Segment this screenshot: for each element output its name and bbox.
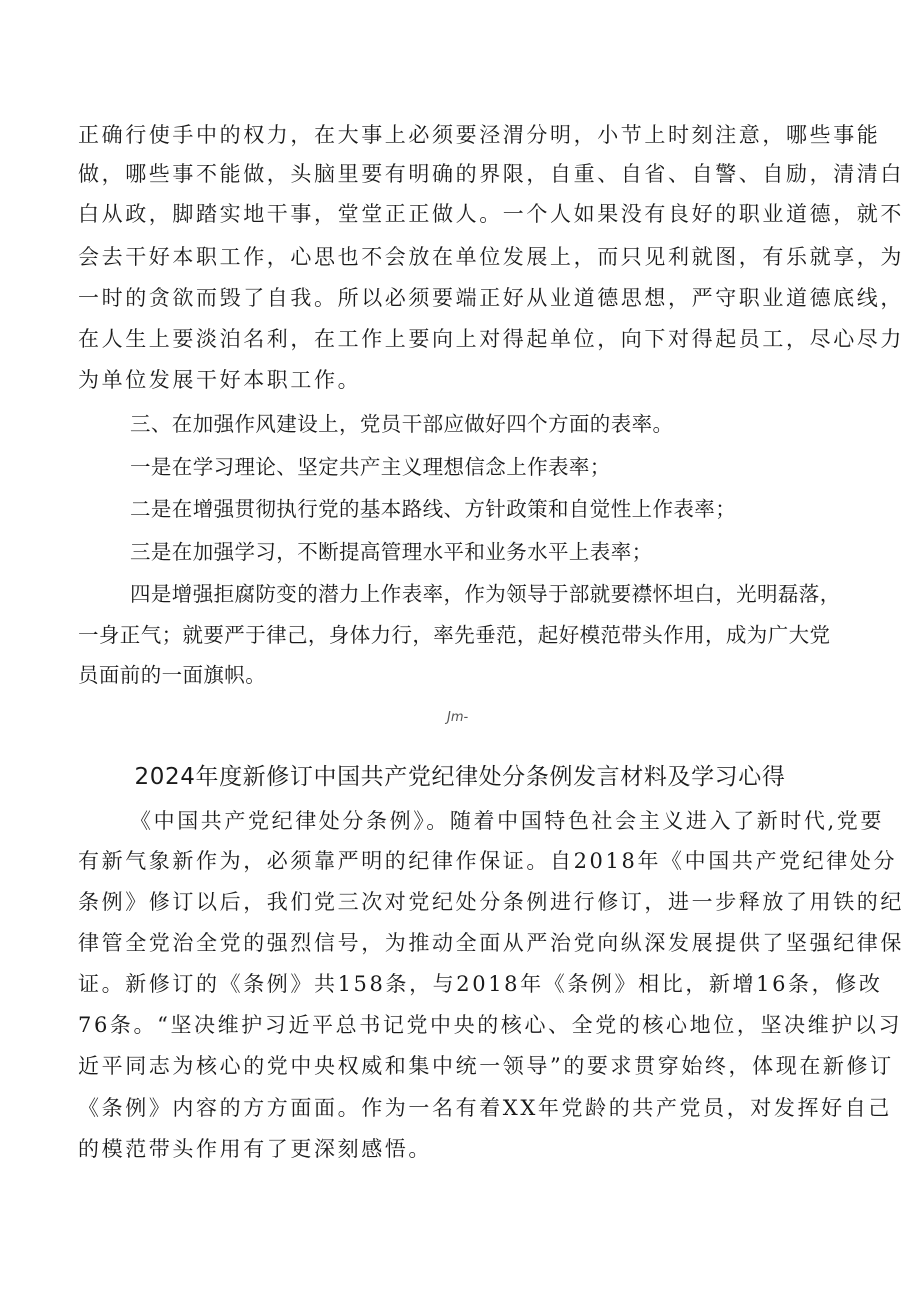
- list-item: 二是在增强贯彻执行党的基本路线、方针政策和自觉性上作表率；: [130, 497, 737, 521]
- text-line: 一时的贪欲而毁了自我。所以必须要端正好从业道德思想，严守职业道德底线，: [78, 286, 904, 310]
- text-line: 76条。“坚决维护习近平总书记党中央的核心、全党的核心地位，坚决维护以习: [78, 1013, 903, 1037]
- text-line: 白从政，脚踏实地干事，堂堂正正做人。一个人如果没有良好的职业道德，就不: [78, 202, 904, 226]
- list-item: 一是在学习理论、坚定共产主义理想信念上作表率；: [130, 455, 611, 479]
- text-line: 《中国共产党纪律处分条例》。随着中国特色社会主义进入了新时代,党要: [130, 809, 884, 833]
- text-line: 的模范带头作用有了更深刻感悟。: [78, 1137, 432, 1161]
- list-item: 三是在加强学习，不断提高管理水平和业务水平上表率；: [130, 540, 653, 564]
- text-line: 正确行使手中的权力，在大事上必须要泾渭分明，小节上时刻注意，哪些事能: [78, 123, 881, 147]
- text-line: 会去干好本职工作，心思也不会放在单位发展上，而只见利就图，有乐就享，为: [78, 245, 904, 269]
- text-line: 近平同志为核心的党中央权威和集中统一领导”的要求贯穿始终，体现在新修订: [78, 1054, 894, 1078]
- text-line: 证。新修订的《条例》共158条，与2018年《条例》相比，新增16条，修改: [78, 972, 883, 996]
- text-line: 有新气象新作为，必须靠严明的纪律作保证。自2018年《中国共产党纪律处分: [78, 849, 898, 873]
- text-line: 条例》修订以后，我们党三次对党纪处分条例进行修订，进一步释放了用铁的纪: [78, 890, 904, 914]
- text-line: 律管全党治全党的强烈信号，为推动全面从严治党向纵深发展提供了坚强纪律保: [78, 931, 904, 955]
- list-item: 四是增强拒腐防变的潜力上作表率，作为领导于部就要襟怀坦白，光明磊落，: [130, 582, 841, 606]
- text-line: 做，哪些事不能做，头脑里要有明确的界限，自重、自省、自警、自励，清清白: [78, 162, 904, 186]
- list-item-continuation: 员面前的一面旗帜。: [78, 663, 267, 687]
- text-line: 在人生上要淡泊名利，在工作上要向上对得起单位，向下对得起员工，尽心尽力: [78, 327, 904, 351]
- text-line: 为单位发展干好本职工作。: [78, 368, 362, 392]
- divider-mark: Jm-: [447, 710, 469, 725]
- article-title: 2024年度新修订中国共产党纪律处分条例发言材料及学习心得: [134, 764, 786, 790]
- text-line: 《条例》内容的方方面面。作为一名有着XX年党龄的共产党员，对发挥好自己: [78, 1096, 892, 1120]
- list-item-continuation: 一身正气；就要严于律己，身体力行，率先垂范，起好模范带头作用，成为广大党: [78, 623, 831, 647]
- section-heading: 三、在加强作风建设上，党员干部应做好四个方面的表率。: [130, 412, 674, 436]
